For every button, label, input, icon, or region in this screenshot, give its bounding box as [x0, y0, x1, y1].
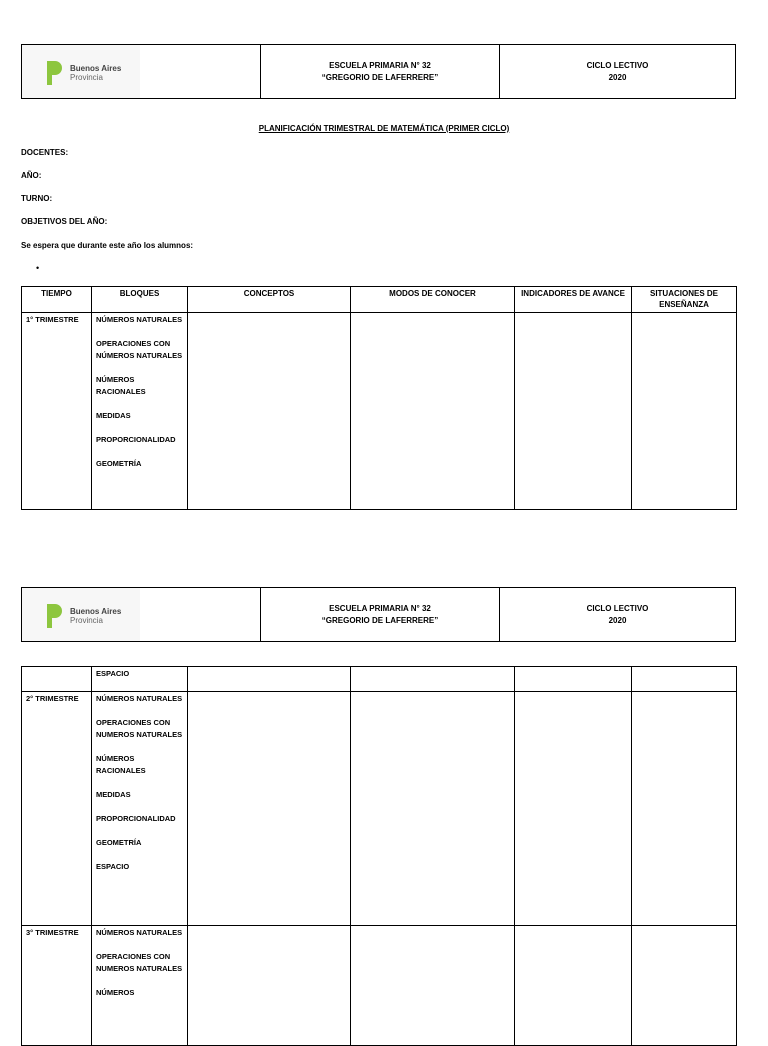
block-item: NÚMEROS NATURALES	[96, 694, 183, 703]
block-item: NÚMEROS RACIONALES	[96, 754, 146, 775]
block-item: PROPORCIONALIDAD	[96, 814, 176, 823]
ciclo-label: CICLO LECTIVO	[586, 60, 649, 70]
field-turno: TURNO:	[21, 194, 53, 203]
blocks-cell	[92, 926, 188, 1046]
block-item: GEOMETRÍA	[96, 459, 142, 468]
planning-table-2	[21, 666, 737, 1046]
trimester-label: 3° TRIMESTRE	[22, 926, 92, 1046]
trimester-label: 1° TRIMESTRE	[22, 313, 92, 510]
logo-cell	[22, 45, 261, 98]
ciclo-year: 2020	[608, 72, 627, 82]
header-modos: MODOS DE CONOCER	[351, 287, 515, 313]
empty-cell	[351, 926, 515, 1046]
logo-subtitle: Provincia	[70, 73, 103, 82]
ciclo-cell	[500, 45, 735, 98]
empty-cell	[188, 926, 351, 1046]
ba-logo	[44, 602, 121, 630]
school-name: ESCUELA PRIMARIA N° 32	[329, 603, 431, 613]
empty-cell	[188, 692, 351, 926]
table-header-row	[22, 287, 737, 313]
block-item: NÚMEROS RACIONALES	[96, 375, 146, 396]
school-patron: “GREGORIO DE LAFERRERE”	[321, 72, 439, 82]
school-cell	[261, 588, 500, 641]
ciclo-cell	[500, 588, 735, 641]
header-bloques: BLOQUES	[92, 287, 188, 313]
field-docentes: DOCENTES:	[21, 148, 69, 157]
field-anio: AÑO:	[21, 171, 42, 180]
empty-cell	[351, 692, 515, 926]
empty-cell	[188, 667, 351, 692]
field-objetivos: OBJETIVOS DEL AÑO:	[21, 217, 108, 226]
logo-cell	[22, 588, 261, 641]
empty-cell	[632, 667, 737, 692]
table-row	[22, 926, 737, 1046]
ciclo-year: 2020	[608, 615, 627, 625]
empty-cell	[632, 692, 737, 926]
empty-cell	[515, 667, 632, 692]
empty-cell	[632, 313, 737, 510]
field-intro: Se espera que durante este año los alumnos:	[21, 241, 194, 250]
block-item: OPERACIONES CON NUMEROS NATURALES	[96, 952, 183, 973]
empty-cell	[22, 667, 92, 692]
block-item: NÚMEROS	[96, 988, 135, 997]
ba-logo-icon	[44, 602, 64, 630]
table-row	[22, 667, 737, 692]
header-tiempo: TIEMPO	[22, 287, 92, 313]
school-cell	[261, 45, 500, 98]
empty-cell	[515, 313, 632, 510]
empty-cell	[515, 692, 632, 926]
block-cell: ESPACIO	[92, 667, 188, 692]
block-item: ESPACIO	[96, 862, 130, 871]
page-header	[21, 44, 736, 99]
logo-title: Buenos Aires	[70, 607, 122, 616]
table-row	[22, 313, 737, 510]
school-patron: “GREGORIO DE LAFERRERE”	[321, 615, 439, 625]
block-item: NÚMEROS NATURALES	[96, 315, 183, 324]
trimester-label: 2° TRIMESTRE	[22, 692, 92, 926]
logo-subtitle: Provincia	[70, 616, 103, 625]
empty-cell	[515, 926, 632, 1046]
block-item: MEDIDAS	[96, 790, 131, 799]
block-item: PROPORCIONALIDAD	[96, 435, 176, 444]
school-name: ESCUELA PRIMARIA N° 32	[329, 60, 431, 70]
bullet-point: •	[36, 263, 40, 273]
block-item: OPERACIONES CON NÚMEROS NATURALES	[96, 339, 183, 360]
header-indicadores: INDICADORES DE AVANCE	[515, 287, 632, 313]
logo-title: Buenos Aires	[70, 64, 122, 73]
table-row	[22, 692, 737, 926]
blocks-cell	[92, 692, 188, 926]
empty-cell	[632, 926, 737, 1046]
document-title: PLANIFICACIÓN TRIMESTRAL DE MATEMÁTICA (PRIMER CICLO)	[258, 124, 510, 133]
empty-cell	[351, 313, 515, 510]
empty-cell	[351, 667, 515, 692]
header-situaciones: SITUACIONES DE ENSEÑANZA	[632, 287, 737, 313]
page-header	[21, 587, 736, 642]
ba-logo-icon	[44, 59, 64, 87]
block-item: OPERACIONES CON NUMEROS NATURALES	[96, 718, 183, 739]
block-item: GEOMETRÍA	[96, 838, 142, 847]
header-conceptos: CONCEPTOS	[188, 287, 351, 313]
block-item: NÚMEROS NATURALES	[96, 928, 183, 937]
ciclo-label: CICLO LECTIVO	[586, 603, 649, 613]
blocks-cell	[92, 313, 188, 510]
planning-table-1	[21, 286, 737, 510]
ba-logo	[44, 59, 121, 87]
empty-cell	[188, 313, 351, 510]
block-item: MEDIDAS	[96, 411, 131, 420]
